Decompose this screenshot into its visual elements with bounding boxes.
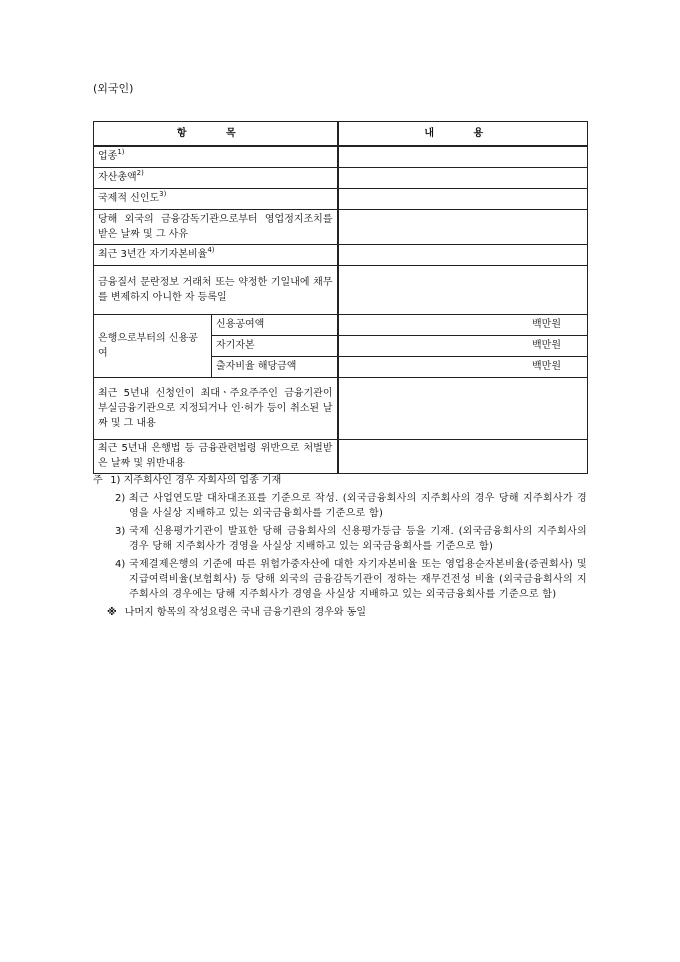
footnote-3	[93, 524, 587, 554]
footnote-1	[93, 473, 587, 488]
row-value-insolvent-institution[interactable]	[338, 377, 588, 439]
row-value-default-record[interactable]	[338, 265, 588, 314]
row-value-suspension[interactable]	[338, 209, 588, 244]
row-label-capital-ratio: 최근 3년간 자기자본비율$^{4)}$	[94, 244, 338, 265]
table-row	[94, 146, 588, 167]
row-label-law-violation: 최근 5년내 은행법 등 금융관련법령 위반으로 처벌받은 날짜 및 위반내용	[94, 439, 338, 473]
footnote-2	[93, 491, 587, 521]
footnote-text: 국제 신용평가기관이 발표한 당해 금융회사의 신용평가등급 등을 기재. (외국금융회사의 지주회사의 경우 당해 지주회사가 경영을 사실상 지배하고 있는 외국금융회사를 기준으로 함)	[129, 526, 587, 552]
table-row	[94, 188, 588, 209]
table-row	[94, 209, 588, 244]
footnote-number: 2)	[115, 493, 126, 504]
row-label-insolvent-institution: 최근 5년내 신청인이 최대ㆍ주요주주인 금융기관이 부실금융기관으로 지정되거나 인·허가 등이 취소된 날짜 및 그 내용	[94, 377, 338, 439]
header-item: 항 목	[94, 122, 338, 147]
form-table	[93, 121, 588, 474]
table-header-row	[94, 122, 588, 147]
table-row	[94, 314, 588, 335]
table-row	[94, 265, 588, 314]
table-row	[94, 244, 588, 265]
subrow-label-equity: 자기자본	[212, 335, 338, 356]
subrow-value-investment[interactable]: 백만원	[338, 356, 588, 377]
row-label-suspension: 당해 외국의 금융감독기관으로부터 영업정지조치를 받은 날짜 및 그 사유	[94, 209, 338, 244]
subrow-label-credit-amount: 신용공여액	[212, 314, 338, 335]
row-value-law-violation[interactable]	[338, 439, 588, 473]
table-row	[94, 377, 588, 439]
subrow-value-equity[interactable]: 백만원	[338, 335, 588, 356]
table-row	[94, 167, 588, 188]
footnote-number: 3)	[115, 526, 126, 537]
row-label-industry: 업종$^{1)}$	[94, 146, 338, 167]
footnote-text: 지주회사인 경우 자회사의 업종 기재	[123, 475, 282, 486]
row-label-credit-standing: 국제적 신인도$^{3)}$	[94, 188, 338, 209]
row-value-industry[interactable]	[338, 146, 588, 167]
footnote-text: 최근 사업연도말 대차대조표를 기준으로 작성. (외국금융회사의 지주회사의 경우 당해 지주회사가 경영을 사실상 지배하고 있는 외국금융회사를 기준으로 함)	[129, 493, 587, 519]
reference-mark-icon: ※	[107, 607, 117, 618]
row-label-default-record: 금융질서 문란정보 거래처 또는 약정한 기일내에 채무를 변제하지 아니한 자 등록일	[94, 265, 338, 314]
form-heading: (외국인)	[93, 82, 134, 95]
row-value-total-assets[interactable]	[338, 167, 588, 188]
footnote-number: 4)	[115, 559, 126, 570]
header-content: 내 용	[338, 122, 588, 147]
subrow-value-credit-amount[interactable]: 백만원	[338, 314, 588, 335]
footnotes	[93, 473, 587, 620]
row-label-total-assets: 자산총액$^{2)}$	[94, 167, 338, 188]
footnote-number: 1)	[110, 475, 121, 486]
footnote-text: 국제결제은행의 기준에 따른 위험가중자산에 대한 자기자본비율 또는 영업용순자본비율(증권회사) 및 지급여력비율(보험회사) 등 당해 외국의 금융감독기관이 정하는 재무건전성 비율 (외국금융회사의 지주회사의 경우에는 당해 지주회사가 경영을 사실상 지배하고 있는 외국금융회사를 기준으로 함)	[129, 559, 587, 600]
row-value-credit-standing[interactable]	[338, 188, 588, 209]
subrow-label-investment: 출자비율 해당금액	[212, 356, 338, 377]
row-value-capital-ratio[interactable]	[338, 244, 588, 265]
table-row	[94, 439, 588, 473]
general-note-text: 나머지 항목의 작성요령은 국내 금융기관의 경우와 동일	[124, 607, 366, 618]
footnote-4	[93, 557, 587, 602]
group-label-bank-credit: 은행으로부터의 신용공여	[94, 314, 212, 377]
general-note	[93, 605, 587, 620]
footnote-prefix: 주	[93, 475, 103, 486]
